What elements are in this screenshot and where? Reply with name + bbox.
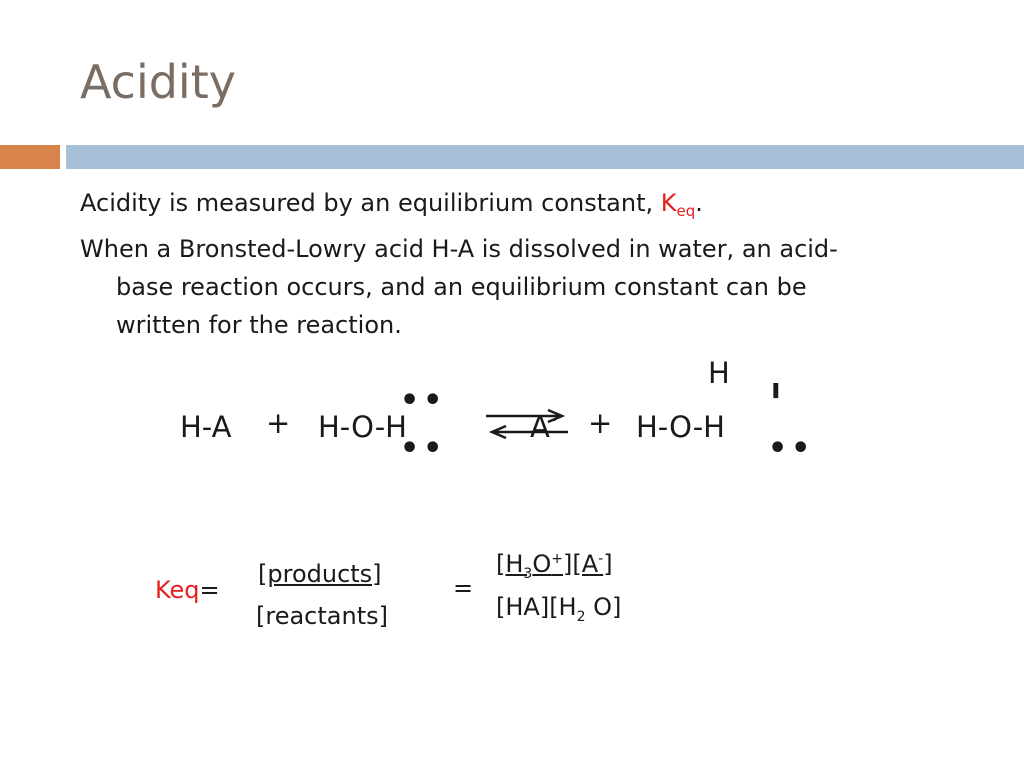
keq-symbol: $K_{eq}$	[660, 189, 696, 220]
product-anion: A-	[530, 409, 557, 444]
reactant-water: H-O-H	[318, 410, 407, 444]
accent-bar-orange	[0, 145, 60, 169]
accent-bar-blue	[66, 145, 1024, 169]
equals-sign: =	[453, 574, 474, 602]
hydronium-lone-pair: ••	[768, 431, 815, 466]
para1-text: Acidity is measured by an equilibrium constant,	[80, 189, 661, 217]
hydronium-top-h: H	[708, 356, 730, 390]
product-hydronium: H-O-H	[636, 410, 725, 444]
paragraph-2-line-2: base reaction occurs, and an equilibrium constant can be	[116, 273, 807, 301]
paragraph-1: Acidity is measured by an equilibrium constant, $K_{eq}$.	[80, 189, 703, 220]
reactant-ha: H-A	[180, 410, 232, 444]
keq-label: Keq	[155, 576, 200, 604]
paragraph-2-line-1: When a Bronsted-Lowry acid H-A is dissolved in water, an acid-	[80, 235, 838, 263]
paragraph-2-line-3: written for the reaction.	[116, 311, 402, 339]
keq-expression-label: Keq=	[155, 576, 220, 604]
plus-sign-2: +	[588, 406, 613, 440]
keq-numerator-general: [products]	[258, 560, 382, 588]
keq-denominator-general: [reactants]	[256, 602, 388, 630]
equilibrium-arrows-icon	[484, 408, 570, 442]
lone-pair-bottom: ••	[400, 431, 447, 466]
lone-pair-top: ••	[400, 383, 447, 418]
plus-sign-1: +	[266, 406, 291, 440]
slide-title: Acidity	[80, 55, 236, 109]
bond-mark: ı	[771, 372, 781, 405]
keq-denominator-specific: $[HA][H_2$ O]	[496, 593, 622, 625]
keq-numerator-specific: $[H_3O^+][A^-]$	[496, 550, 613, 582]
